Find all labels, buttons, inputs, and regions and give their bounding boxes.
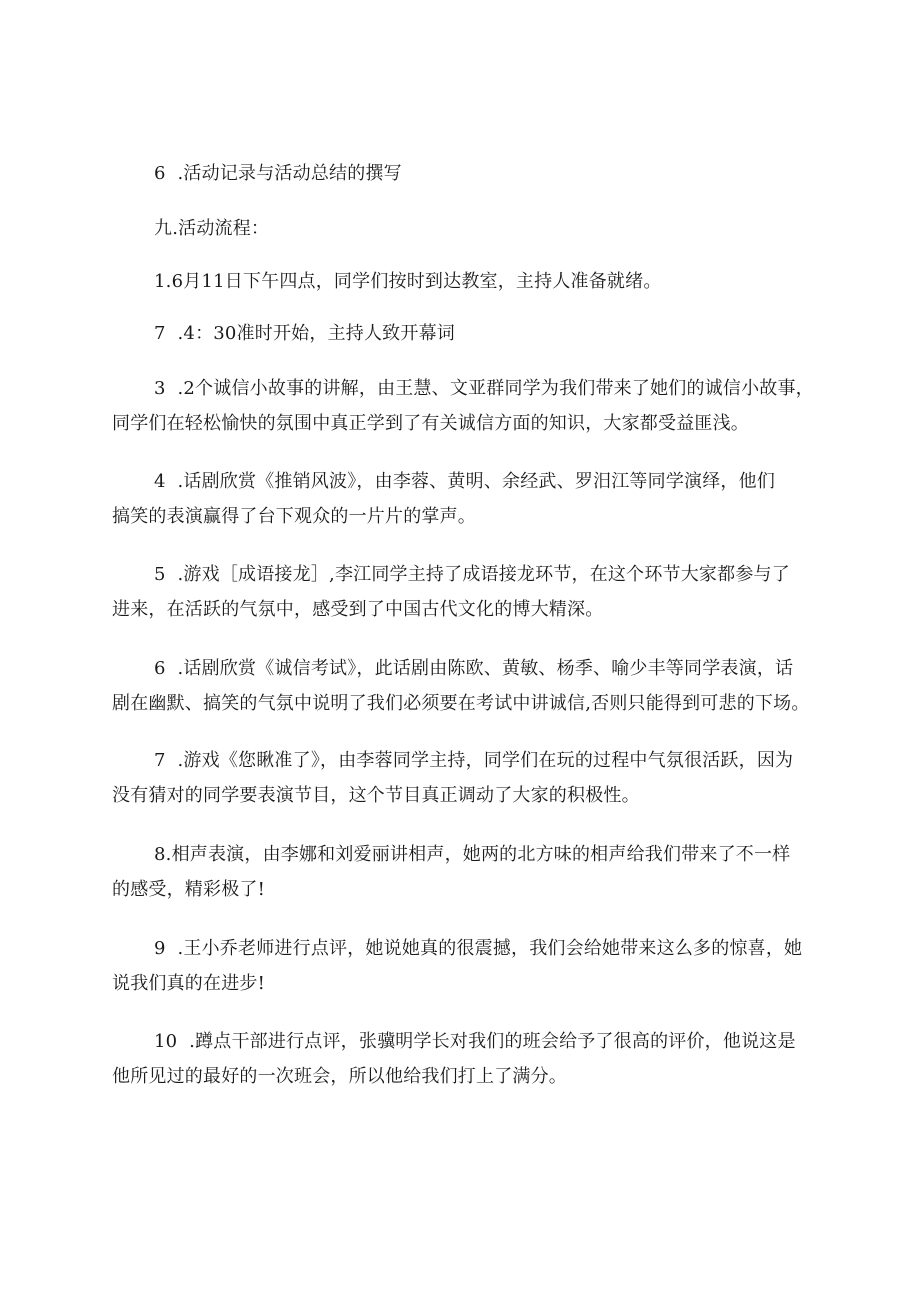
paragraph-line: 1.6月11日下午四点，同学们按时到达教室，主持人准备就绪。 <box>154 271 662 292</box>
paragraph-step-3 <box>112 371 812 441</box>
paragraph-step-5 <box>112 557 812 627</box>
section-heading-text: 九.活动流程： <box>154 218 270 239</box>
paragraph-line: 7 .4：30准时开始，主持人致开幕词 <box>154 323 455 344</box>
paragraph-line: 6 .活动记录与活动总结的撰写 <box>154 163 402 184</box>
paragraph-line: 的感受，精彩极了! <box>112 879 266 900</box>
section-heading-activity-process <box>112 211 812 246</box>
paragraph-line: 搞笑的表演赢得了台下观众的一片片的掌声。 <box>112 506 476 527</box>
paragraph-line: 7 .游戏《您瞅准了》，由李蓉同学主持，同学们在玩的过程中气氛很活跃，因为 <box>154 750 794 771</box>
paragraph-step-6 <box>112 651 812 721</box>
paragraph-step-10 <box>112 1024 812 1094</box>
paragraph-step-1 <box>112 264 812 299</box>
paragraph-line: 同学们在轻松愉快的氛围中真正学到了有关诚信方面的知识，大家都受益匪浅。 <box>112 413 749 434</box>
paragraph-line: 3 .2个诚信小故事的讲解，由王慧、文亚群同学为我们带来了她们的诚信小故事， <box>154 378 814 399</box>
paragraph-line: 进来，在活跃的气氛中，感受到了中国古代文化的博大精深。 <box>112 599 604 620</box>
paragraph-line: 没有猜对的同学要表演节目，这个节目真正调动了大家的积极性。 <box>112 785 640 806</box>
paragraph-step-2 <box>112 316 812 351</box>
paragraph-line: 8.相声表演，由李娜和刘爱丽讲相声，她两的北方味的相声给我们带来了不一样 <box>154 844 791 865</box>
paragraph-line: 他所见过的最好的一次班会，所以他给我们打上了满分。 <box>112 1066 567 1087</box>
paragraph-line: 4 .话剧欣赏《推销风波》，由李蓉、黄明、余经武、罗汨江等同学演绎，他们 <box>154 471 776 492</box>
paragraph-line: 6 .话剧欣赏《诚信考试》，此话剧由陈欧、黄敏、杨季、喻少丰等同学表演，话 <box>154 658 794 679</box>
paragraph-step-8 <box>112 837 812 907</box>
paragraph-line: 剧在幽默、搞笑的气氛中说明了我们必须要在考试中讲诚信,否则只能得到可悲的下场。 <box>112 693 810 714</box>
paragraph-line: 说我们真的在进步! <box>112 973 266 994</box>
paragraph-line: 5 .游戏［成语接龙］,李江同学主持了成语接龙环节，在这个环节大家都参与了 <box>154 564 790 585</box>
paragraph-line: 10 .蹲点干部进行点评，张骥明学长对我们的班会给予了很高的评价，他说这是 <box>154 1031 796 1052</box>
paragraph-step-4 <box>112 464 812 534</box>
paragraph-line: 9 .王小乔老师进行点评，她说她真的很震撼，我们会给她带来这么多的惊喜，她 <box>154 938 803 959</box>
paragraph-activity-record <box>112 156 812 191</box>
paragraph-step-9 <box>112 931 812 1001</box>
paragraph-step-7 <box>112 743 812 813</box>
